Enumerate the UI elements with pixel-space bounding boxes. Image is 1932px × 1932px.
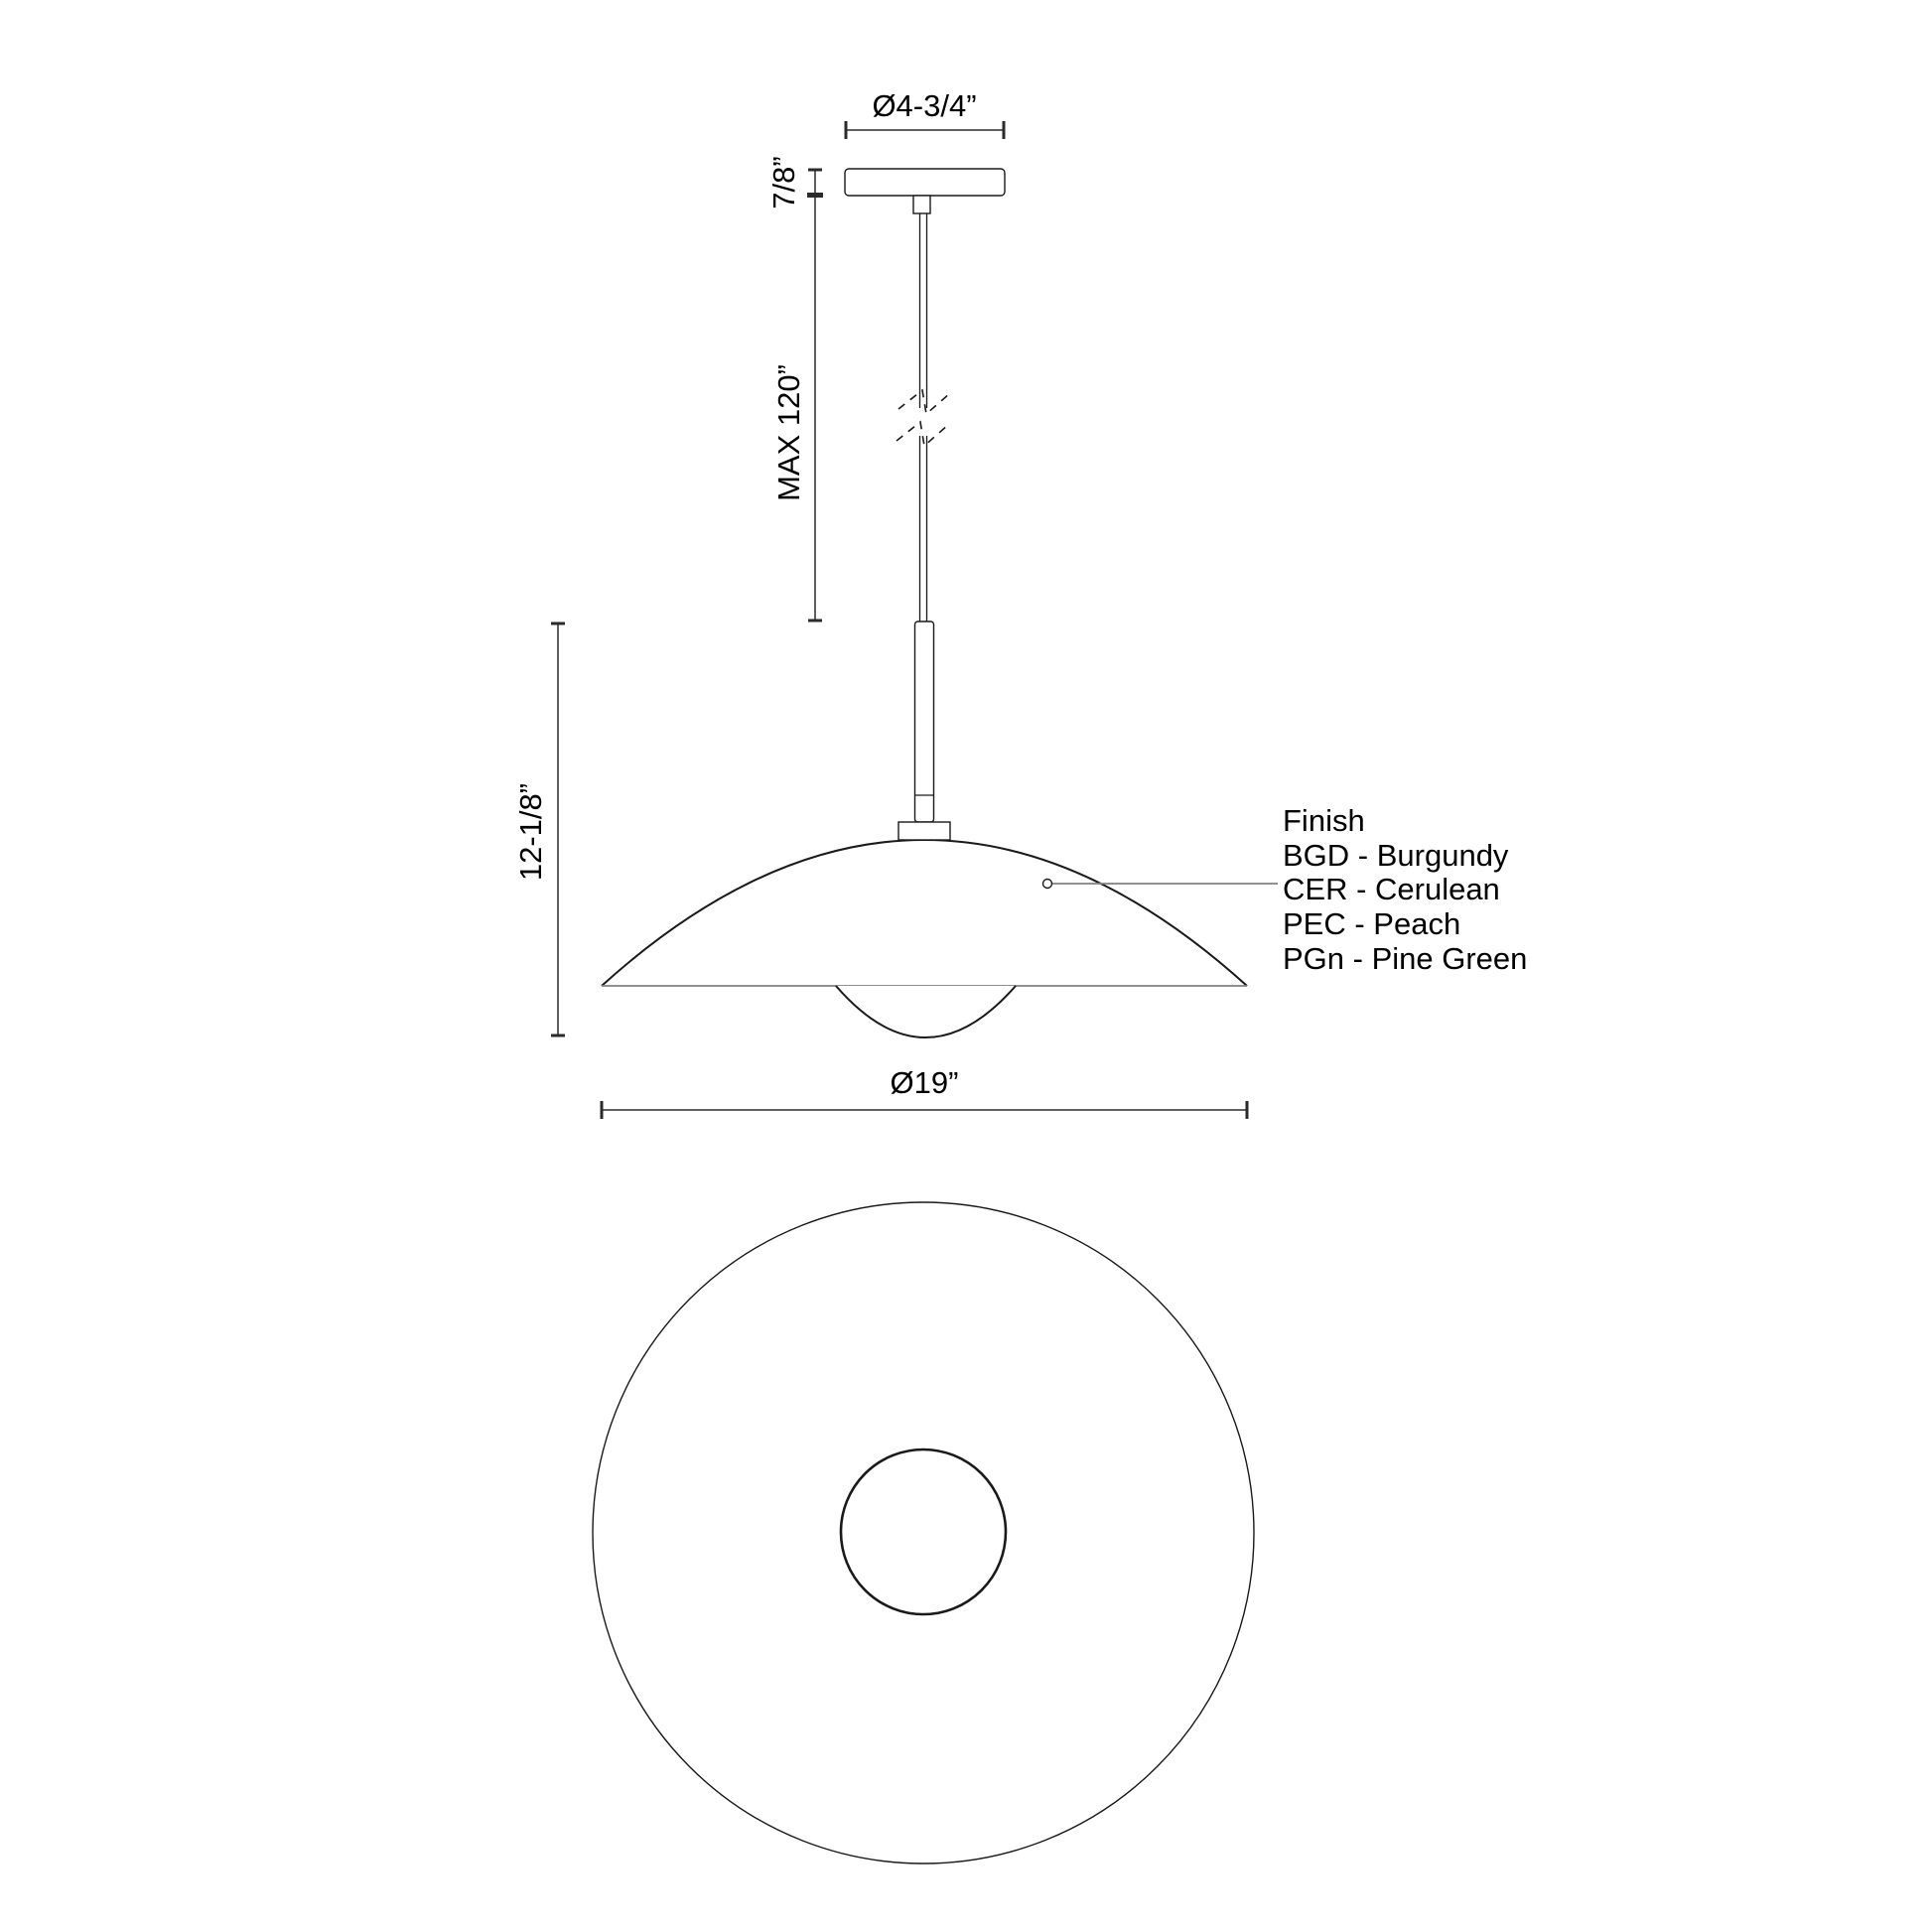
canopy-diameter-label: Ø4-3/4”: [872, 88, 977, 123]
suspension-rod-upper: [920, 213, 927, 408]
ceiling-canopy: [845, 169, 1005, 196]
finish-option-cerulean: CER - Cerulean: [1283, 872, 1500, 906]
suspension-rod-lower: [920, 436, 927, 621]
finish-leader-dot: [1043, 880, 1052, 889]
fixture-height-label: 12-1/8”: [513, 782, 548, 882]
shade-outer-circle: [593, 1202, 1254, 1863]
dimension-max-suspension: [771, 196, 822, 621]
finish-legend: [1283, 803, 1527, 976]
finish-option-burgundy: BGD - Burgundy: [1283, 838, 1509, 873]
dimension-canopy-diameter: [846, 88, 1004, 139]
max-suspension-label: MAX 120”: [771, 364, 806, 501]
dimension-shade-diameter: [602, 1065, 1247, 1119]
canopy-stem-nub: [913, 196, 930, 213]
rod-break-icon: [897, 390, 950, 446]
finish-leader: [1043, 880, 1279, 889]
diffuser-bulb-outline: [836, 986, 1016, 1037]
shade-dome-outline: [602, 840, 1247, 986]
shade-diameter-label: Ø19”: [890, 1065, 959, 1100]
stem-socket: [915, 621, 934, 822]
finish-legend-title: Finish: [1283, 803, 1365, 838]
diffuser-inner-circle: [841, 1449, 1006, 1614]
shade-collar: [898, 822, 950, 840]
finish-option-pine-green: PGn - Pine Green: [1283, 941, 1528, 976]
front-elevation-view: [602, 169, 1247, 1037]
bottom-plan-view: [593, 1202, 1254, 1863]
finish-option-peach: PEC - Peach: [1283, 906, 1461, 941]
dimension-fixture-height: [513, 623, 565, 1035]
canopy-height-label: 7/8”: [766, 156, 801, 209]
